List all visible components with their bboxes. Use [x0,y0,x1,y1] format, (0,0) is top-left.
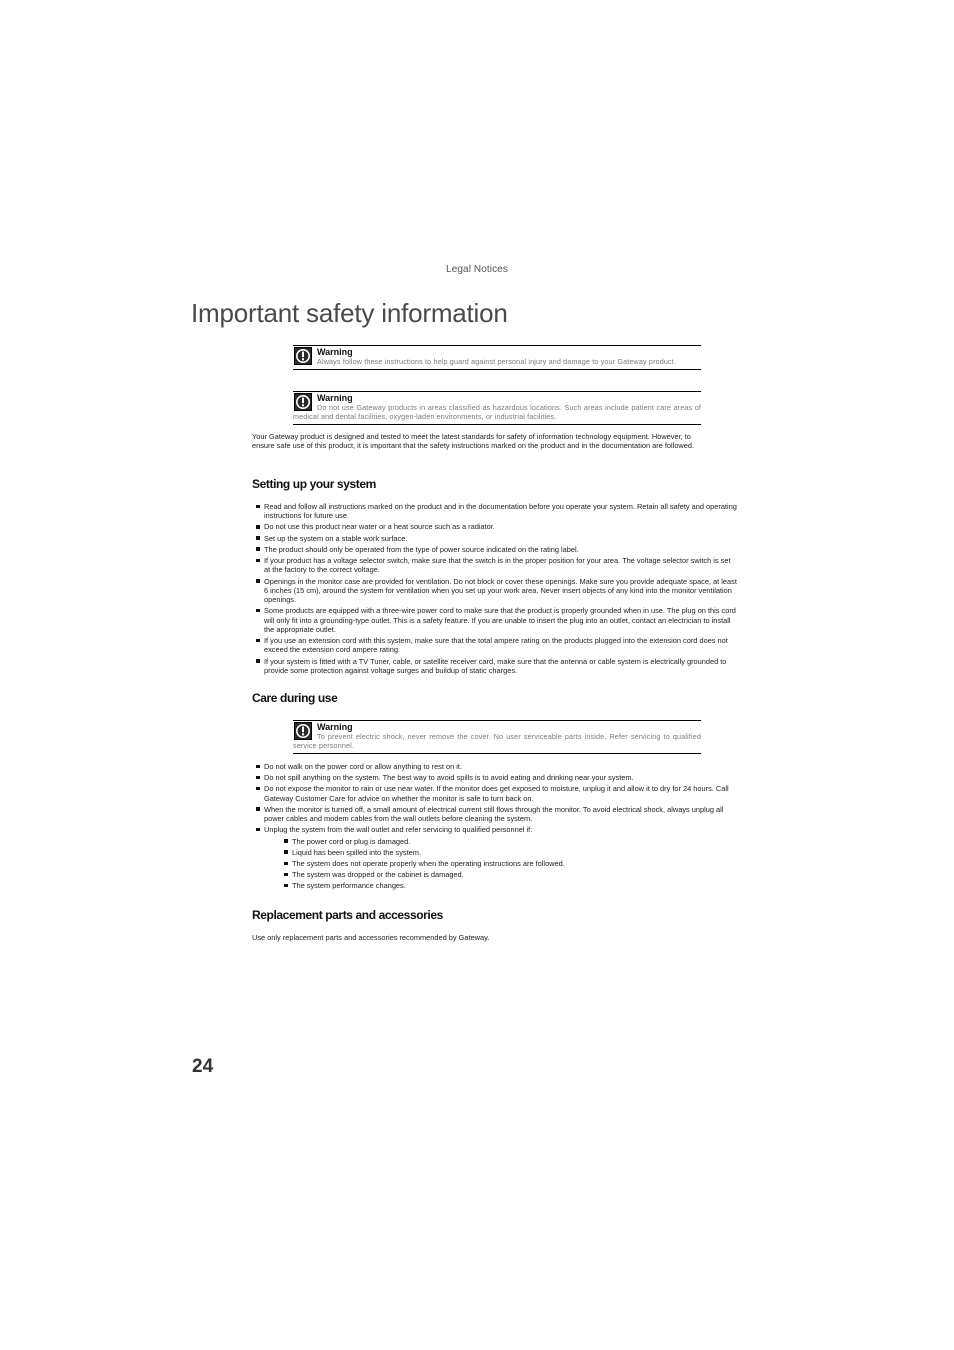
list-item: If your product has a voltage selector switch, make sure that the switch is in the proper position for your area. The voltage selector switch is set at the factory to the correct voltage. [252,556,738,575]
warning-icon [294,393,312,411]
list-item: The product should only be operated from the type of power source indicated on the rating label. [252,545,738,554]
page-title: Important safety information [191,298,508,328]
list-item [252,825,738,890]
list-item: Do not walk on the power cord or allow anything to rest on it. [252,762,738,771]
list-item: Do not expose the monitor to rain or use near water. If the monitor does get exposed to moisture, unplug it and allow it to dry for 24 hours. Call Gateway Customer Care for advice on whether the monitor is safe to turn back on. [252,784,738,803]
warning-icon [294,722,312,740]
running-header: Legal Notices [446,264,508,275]
warning-icon [294,347,312,365]
care-sublist [264,837,738,891]
list-item: If you use an extension cord with this system, make sure that the total ampere rating on the products plugged into the extension cord does not exceed the extension cord ampere rating. [252,636,738,655]
list-item: When the monitor is turned off, a small amount of electrical current still flows through the monitor. To avoid electrical shock, always unplug all power cables and modem cables from the wall outlets before cleaning the system. [252,805,738,824]
page-number: 24 [192,1056,214,1077]
replacement-paragraph: Use only replacement parts and accessories recommended by Gateway. [252,933,490,942]
sub-list-item: The power cord or plug is damaged. [264,837,738,846]
list-item: Do not spill anything on the system. The best way to avoid spills is to avoid eating and drinking near your system. [252,773,738,782]
section-title-care: Care during use [252,691,338,705]
warning-text: Always follow these instructions to help guard against personal injury and damage to your Gateway product. [317,357,677,366]
sub-list-item: The system performance changes. [264,881,738,890]
warning-box [293,345,701,370]
warning-title: Warning [317,722,353,732]
list-item: Do not use this product near water or a heat source such as a radiator. [252,522,738,531]
list-item: Some products are equipped with a three-wire power cord to make sure that the product is properly grounded when in use. The plug on this cord will only fit into a grounding-type outlet. This is a safety feature. If you are unable to insert the plug into an outlet, contact an electrician to install the appropriate outlet. [252,606,738,634]
list-item: Openings in the monitor case are provided for ventilation. Do not block or cover these openings. Make sure you provide adequate space, at least 6 inches (15 cm), around the system for ventilation when you set up your work area. Never insert objects of any kind into the monitor ventilation openings. [252,577,738,605]
list-item-text: Unplug the system from the wall outlet and refer servicing to qualified personnel if: [264,825,533,835]
sub-list-item: The system was dropped or the cabinet is damaged. [264,870,738,879]
warning-text: To prevent electric shock, never remove the cover. No user serviceable parts inside. Refer servicing to qualified service personnel. [293,732,701,750]
section-title-setup: Setting up your system [252,477,376,491]
intro-paragraph: Your Gateway product is designed and tested to meet the latest standards for safety of information technology equipment. However, to ensure safe use of this product, it is important that the safety instructions marked on the product and in the documentation are followed. [252,432,695,451]
list-item: Set up the system on a stable work surface. [252,534,738,543]
sub-list-item: The system does not operate properly when the operating instructions are followed. [264,859,738,868]
list-item: If your system is fitted with a TV Tuner, cable, or satellite receiver card, make sure that the antenna or cable system is electrically grounded to provide some protection against voltage surges and buildup of static charges. [252,657,738,676]
list-item: Read and follow all instructions marked on the product and in the documentation before you operate your system. Retain all safety and operating instructions for future use. [252,502,738,521]
warning-text: Do not use Gateway products in areas classified as hazardous locations. Such areas include patient care areas of medical and dental facilities, oxygen-laden environments, or industrial facilities. [293,403,701,421]
warning-box [293,720,701,754]
warning-title: Warning [317,347,353,357]
care-list [252,762,738,893]
section-title-replacement: Replacement parts and accessories [252,908,443,922]
sub-list-item: Liquid has been spilled into the system. [264,848,738,857]
warning-box [293,391,701,425]
setup-list [252,502,738,677]
warning-title: Warning [317,393,353,403]
